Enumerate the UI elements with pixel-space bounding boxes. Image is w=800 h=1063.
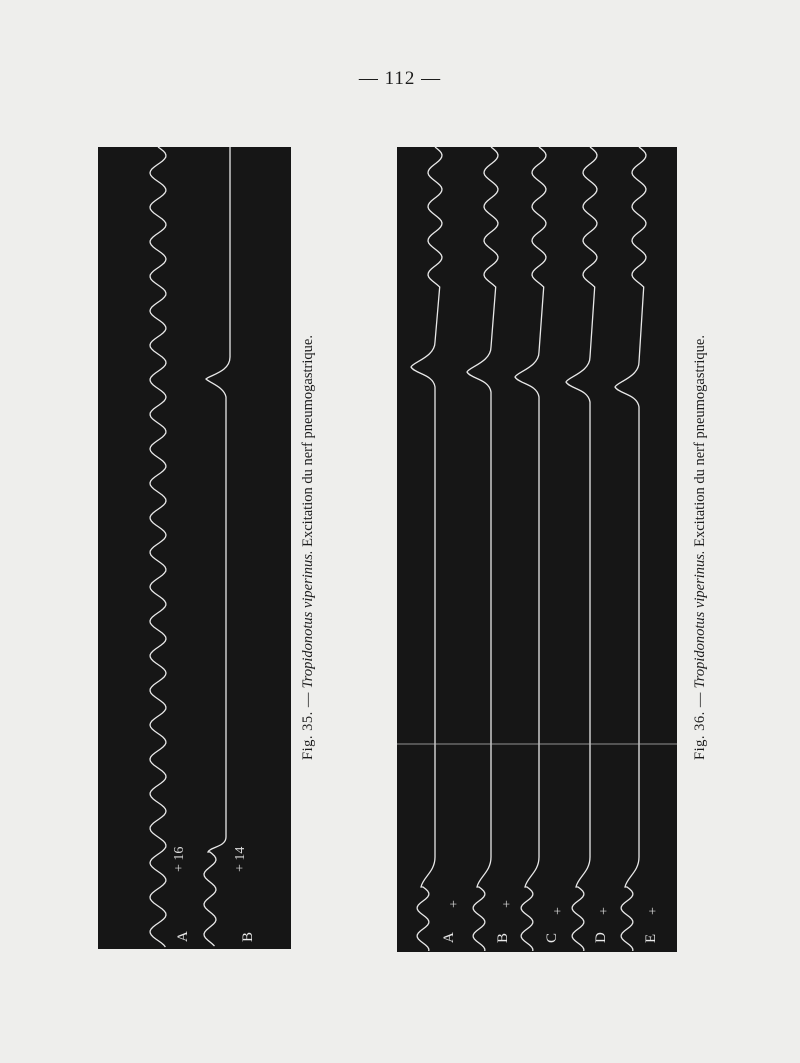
fig36-traces [397, 147, 677, 952]
fig36-description: Excitation du nerf pneumogastrique. [692, 335, 708, 547]
fig36-trace-label-d: D [593, 932, 609, 943]
fig36-trace-e [615, 147, 646, 951]
fig36-trace-c [515, 147, 546, 951]
fig36-plate [397, 147, 677, 952]
fig36-trace-a [411, 147, 442, 951]
page-number: — 112 — [358, 68, 442, 89]
fig36-trace-mark-c: + [551, 907, 566, 915]
fig35-trace-a [150, 147, 166, 947]
fig35-trace-label-a: A [175, 931, 191, 942]
fig35-plate [98, 147, 291, 949]
fig35-species: Tropidonotus viperinus. [300, 550, 316, 689]
fig35-trace-label-b: B [240, 931, 256, 942]
fig35-number: Fig. 35. — [300, 692, 316, 760]
fig36-trace-label-c: C [544, 932, 560, 943]
fig36-trace-b [467, 147, 498, 951]
fig35-trace-mark-a: + 16 [172, 846, 187, 872]
fig36-caption [692, 335, 709, 760]
fig36-trace-label-a: A [441, 932, 457, 943]
fig36-trace-mark-b: + [500, 900, 515, 908]
fig35-caption [300, 335, 317, 760]
fig36-trace-mark-e: + [646, 907, 661, 915]
fig36-trace-label-b: B [495, 932, 511, 943]
fig35-description: Excitation du nerf pneumogastrique. [300, 335, 316, 547]
fig35-traces [98, 147, 291, 949]
fig36-trace-label-e: E [643, 933, 659, 943]
fig36-number: Fig. 36. — [692, 692, 708, 760]
fig36-trace-mark-a: + [447, 900, 462, 908]
fig35-trace-b [204, 147, 230, 946]
fig36-trace-d [566, 147, 597, 951]
fig36-species: Tropidonotus viperinus. [692, 550, 708, 689]
fig35-trace-mark-b: + 14 [233, 846, 248, 872]
fig36-trace-mark-d: + [597, 907, 612, 915]
